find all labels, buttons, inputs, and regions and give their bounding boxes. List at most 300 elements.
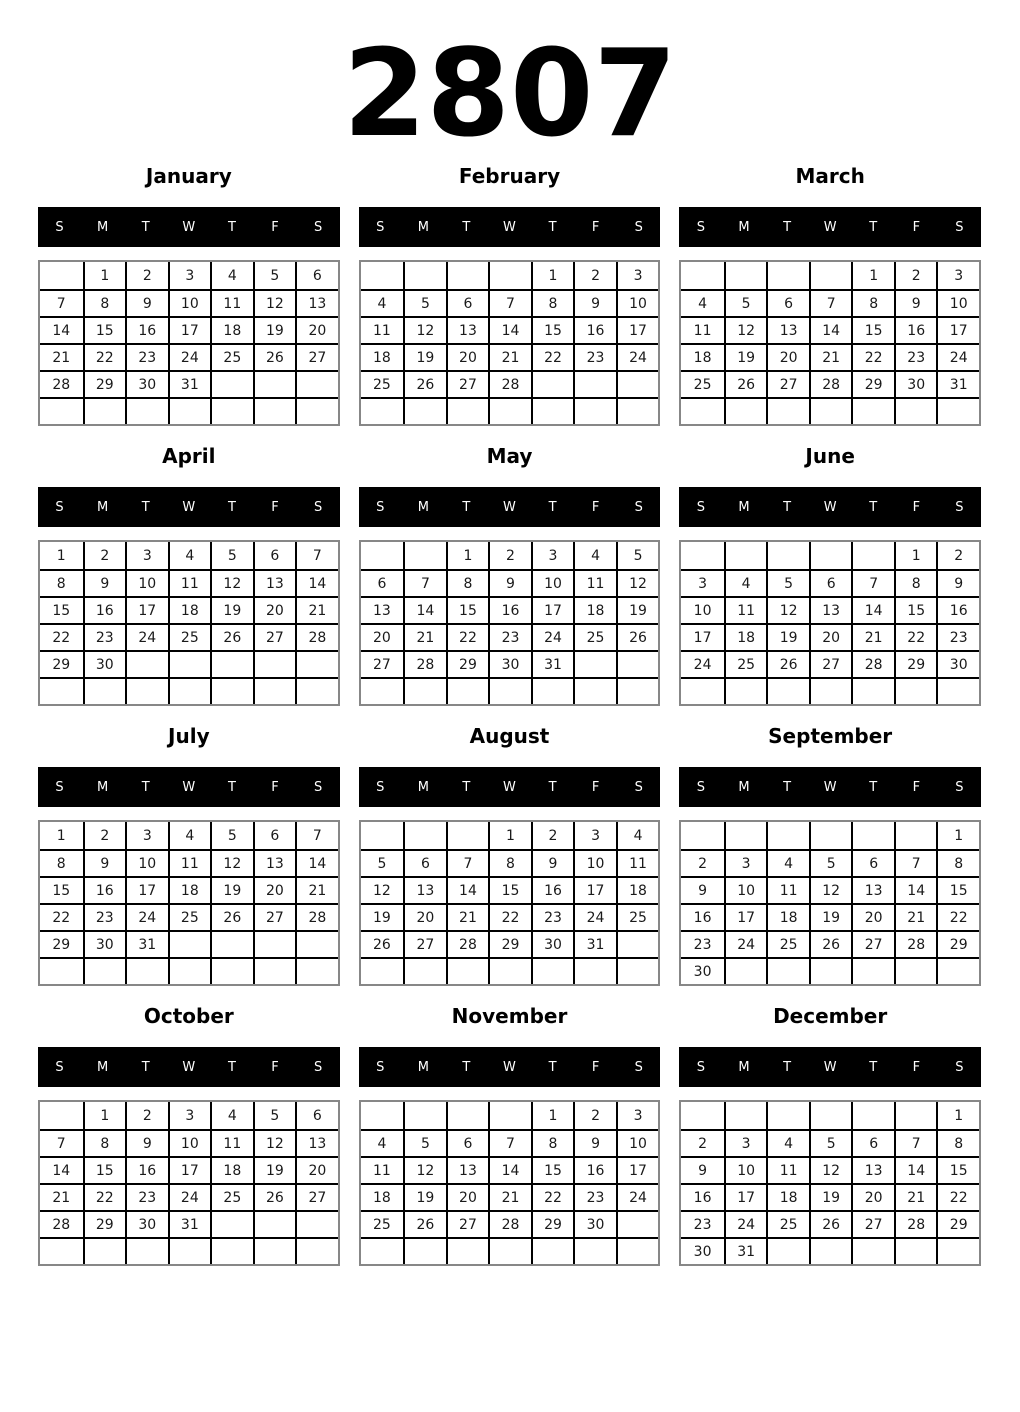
date-cell: 8	[894, 569, 937, 596]
weekday-label: S	[55, 499, 64, 515]
weekday-label: M	[738, 1059, 750, 1075]
empty-date-cell	[531, 1237, 574, 1264]
date-cell: 31	[724, 1237, 767, 1264]
date-cell: 22	[83, 1183, 126, 1210]
date-cell: 29	[40, 930, 83, 957]
date-cell: 27	[253, 903, 296, 930]
month-dates-grid	[359, 820, 661, 986]
months-grid	[0, 150, 1020, 1270]
weekday-label: S	[376, 1059, 385, 1075]
date-cell: 23	[125, 343, 168, 370]
date-cell: 25	[168, 903, 211, 930]
date-cell: 20	[361, 623, 404, 650]
weekday-label: S	[696, 499, 705, 515]
date-cell: 17	[681, 623, 724, 650]
date-cell: 8	[83, 289, 126, 316]
date-cell: 4	[616, 822, 659, 849]
weekday-label: F	[912, 219, 921, 235]
empty-date-cell	[253, 930, 296, 957]
date-cell: 12	[616, 569, 659, 596]
date-cell: 31	[168, 370, 211, 397]
empty-date-cell	[295, 397, 338, 424]
date-cell: 19	[403, 343, 446, 370]
date-cell: 13	[361, 596, 404, 623]
date-cell: 18	[766, 1183, 809, 1210]
date-cell: 18	[210, 1156, 253, 1183]
date-cell: 10	[168, 289, 211, 316]
date-cell: 4	[766, 1129, 809, 1156]
empty-date-cell	[766, 1102, 809, 1129]
weekday-label: W	[823, 779, 837, 795]
date-cell: 9	[83, 849, 126, 876]
empty-date-cell	[403, 677, 446, 704]
date-cell: 20	[446, 1183, 489, 1210]
date-cell: 11	[724, 596, 767, 623]
weekday-header-bar	[679, 487, 981, 527]
empty-date-cell	[83, 677, 126, 704]
empty-date-cell	[894, 822, 937, 849]
month-block	[359, 710, 661, 990]
weekday-label: S	[313, 1059, 323, 1075]
empty-date-cell	[681, 397, 724, 424]
date-cell: 26	[361, 930, 404, 957]
empty-date-cell	[616, 650, 659, 677]
date-cell: 17	[168, 1156, 211, 1183]
date-cell: 22	[531, 343, 574, 370]
date-cell: 5	[210, 822, 253, 849]
date-cell: 25	[681, 370, 724, 397]
date-cell: 13	[446, 316, 489, 343]
date-cell: 4	[766, 849, 809, 876]
date-cell: 12	[210, 849, 253, 876]
date-cell: 4	[210, 262, 253, 289]
date-cell: 6	[403, 849, 446, 876]
empty-date-cell	[83, 957, 126, 984]
weekday-label: T	[227, 219, 236, 235]
date-cell: 17	[125, 876, 168, 903]
date-cell: 11	[573, 569, 616, 596]
date-cell: 11	[361, 316, 404, 343]
empty-date-cell	[253, 1210, 296, 1237]
date-cell: 5	[724, 289, 767, 316]
date-cell: 13	[295, 289, 338, 316]
date-cell: 13	[851, 1156, 894, 1183]
date-cell: 25	[210, 1183, 253, 1210]
date-cell: 3	[168, 1102, 211, 1129]
weekday-label: T	[869, 219, 878, 235]
date-cell: 15	[40, 876, 83, 903]
date-cell: 13	[403, 876, 446, 903]
empty-date-cell	[253, 370, 296, 397]
empty-date-cell	[573, 370, 616, 397]
date-cell: 21	[295, 876, 338, 903]
date-cell: 15	[488, 876, 531, 903]
empty-date-cell	[724, 957, 767, 984]
date-cell: 30	[488, 650, 531, 677]
date-cell: 29	[936, 930, 979, 957]
empty-date-cell	[681, 1102, 724, 1129]
month-title: December	[773, 1004, 888, 1028]
date-cell: 12	[724, 316, 767, 343]
empty-date-cell	[361, 1237, 404, 1264]
weekday-label: M	[417, 219, 429, 235]
empty-date-cell	[40, 262, 83, 289]
weekday-label: S	[55, 1059, 64, 1075]
empty-date-cell	[253, 677, 296, 704]
weekday-label: S	[55, 219, 64, 235]
weekday-label: F	[271, 779, 279, 795]
date-cell: 5	[253, 1102, 296, 1129]
date-cell: 20	[295, 316, 338, 343]
date-cell: 24	[125, 903, 168, 930]
weekday-label: T	[227, 1059, 236, 1075]
empty-date-cell	[210, 650, 253, 677]
date-cell: 9	[573, 1129, 616, 1156]
empty-date-cell	[168, 930, 211, 957]
empty-date-cell	[253, 957, 296, 984]
date-cell: 25	[573, 623, 616, 650]
weekday-header-bar	[679, 767, 981, 807]
weekday-label: F	[591, 1059, 600, 1075]
date-cell: 24	[573, 903, 616, 930]
date-cell: 30	[681, 957, 724, 984]
date-cell: 7	[809, 289, 852, 316]
empty-date-cell	[573, 397, 616, 424]
weekday-label: W	[503, 499, 516, 515]
date-cell: 14	[894, 876, 937, 903]
empty-date-cell	[766, 262, 809, 289]
date-cell: 1	[83, 1102, 126, 1129]
empty-date-cell	[766, 822, 809, 849]
date-cell: 4	[681, 289, 724, 316]
weekday-label: T	[783, 499, 792, 515]
month-dates-grid	[359, 260, 661, 426]
empty-date-cell	[851, 1102, 894, 1129]
date-cell: 2	[681, 1129, 724, 1156]
empty-date-cell	[809, 262, 852, 289]
date-cell: 18	[616, 876, 659, 903]
date-cell: 31	[531, 650, 574, 677]
empty-date-cell	[446, 1102, 489, 1129]
date-cell: 28	[809, 370, 852, 397]
date-cell: 5	[766, 569, 809, 596]
date-cell: 16	[681, 903, 724, 930]
weekday-label: T	[462, 219, 471, 235]
weekday-label: S	[55, 779, 64, 795]
weekday-label: M	[97, 499, 109, 515]
empty-date-cell	[809, 957, 852, 984]
empty-date-cell	[851, 677, 894, 704]
date-cell: 27	[295, 1183, 338, 1210]
empty-date-cell	[724, 262, 767, 289]
date-cell: 1	[531, 1102, 574, 1129]
empty-date-cell	[531, 397, 574, 424]
date-cell: 22	[83, 343, 126, 370]
empty-date-cell	[724, 677, 767, 704]
date-cell: 26	[809, 1210, 852, 1237]
empty-date-cell	[168, 650, 211, 677]
date-cell: 11	[766, 876, 809, 903]
date-cell: 10	[724, 1156, 767, 1183]
weekday-label: S	[313, 779, 323, 795]
weekday-label: F	[271, 1059, 279, 1075]
weekday-label: W	[182, 499, 196, 515]
date-cell: 10	[681, 596, 724, 623]
month-title: January	[145, 164, 232, 188]
date-cell: 8	[936, 849, 979, 876]
date-cell: 12	[809, 876, 852, 903]
empty-date-cell	[851, 542, 894, 569]
empty-date-cell	[809, 677, 852, 704]
weekday-label: M	[97, 219, 109, 235]
date-cell: 2	[125, 1102, 168, 1129]
date-cell: 23	[83, 903, 126, 930]
date-cell: 31	[573, 930, 616, 957]
date-cell: 10	[573, 849, 616, 876]
empty-date-cell	[488, 262, 531, 289]
date-cell: 11	[210, 289, 253, 316]
date-cell: 4	[168, 542, 211, 569]
date-cell: 26	[210, 623, 253, 650]
date-cell: 28	[488, 370, 531, 397]
empty-date-cell	[851, 822, 894, 849]
date-cell: 2	[531, 822, 574, 849]
date-cell: 29	[531, 1210, 574, 1237]
empty-date-cell	[616, 370, 659, 397]
date-cell: 9	[936, 569, 979, 596]
date-cell: 13	[851, 876, 894, 903]
date-cell: 12	[766, 596, 809, 623]
date-cell: 15	[531, 316, 574, 343]
weekday-label: S	[376, 779, 385, 795]
date-cell: 28	[851, 650, 894, 677]
date-cell: 8	[488, 849, 531, 876]
date-cell: 8	[851, 289, 894, 316]
date-cell: 22	[488, 903, 531, 930]
weekday-label: W	[182, 779, 196, 795]
weekday-label: F	[912, 1059, 921, 1075]
empty-date-cell	[403, 542, 446, 569]
date-cell: 12	[403, 1156, 446, 1183]
date-cell: 14	[403, 596, 446, 623]
empty-date-cell	[766, 397, 809, 424]
month-title: August	[469, 724, 550, 748]
date-cell: 14	[446, 876, 489, 903]
date-cell: 23	[488, 623, 531, 650]
date-cell: 5	[809, 1129, 852, 1156]
date-cell: 27	[851, 930, 894, 957]
date-cell: 5	[616, 542, 659, 569]
empty-date-cell	[361, 262, 404, 289]
weekday-label: T	[141, 499, 150, 515]
date-cell: 23	[894, 343, 937, 370]
empty-date-cell	[681, 677, 724, 704]
date-cell: 3	[616, 1102, 659, 1129]
empty-date-cell	[168, 957, 211, 984]
date-cell: 21	[851, 623, 894, 650]
empty-date-cell	[936, 1237, 979, 1264]
empty-date-cell	[766, 677, 809, 704]
weekday-label: T	[227, 779, 236, 795]
date-cell: 19	[403, 1183, 446, 1210]
date-cell: 22	[40, 623, 83, 650]
weekday-label: F	[912, 499, 921, 515]
date-cell: 25	[766, 930, 809, 957]
date-cell: 15	[894, 596, 937, 623]
date-cell: 5	[210, 542, 253, 569]
month-dates-grid	[38, 260, 340, 426]
date-cell: 27	[446, 1210, 489, 1237]
empty-date-cell	[531, 677, 574, 704]
date-cell: 31	[936, 370, 979, 397]
date-cell: 17	[616, 1156, 659, 1183]
empty-date-cell	[295, 930, 338, 957]
empty-date-cell	[125, 957, 168, 984]
date-cell: 11	[681, 316, 724, 343]
date-cell: 9	[573, 289, 616, 316]
weekday-label: T	[462, 499, 471, 515]
date-cell: 21	[295, 596, 338, 623]
month-title: September	[768, 724, 893, 748]
empty-date-cell	[295, 677, 338, 704]
date-cell: 27	[809, 650, 852, 677]
date-cell: 6	[295, 262, 338, 289]
date-cell: 19	[809, 903, 852, 930]
date-cell: 19	[210, 596, 253, 623]
weekday-label: S	[634, 499, 643, 515]
empty-date-cell	[40, 1102, 83, 1129]
date-cell: 16	[681, 1183, 724, 1210]
date-cell: 10	[125, 849, 168, 876]
date-cell: 22	[851, 343, 894, 370]
weekday-label: S	[696, 219, 705, 235]
date-cell: 26	[403, 370, 446, 397]
empty-date-cell	[40, 1237, 83, 1264]
empty-date-cell	[210, 957, 253, 984]
date-cell: 19	[253, 1156, 296, 1183]
date-cell: 9	[681, 1156, 724, 1183]
date-cell: 3	[724, 1129, 767, 1156]
date-cell: 1	[894, 542, 937, 569]
date-cell: 10	[125, 569, 168, 596]
empty-date-cell	[616, 930, 659, 957]
empty-date-cell	[936, 957, 979, 984]
date-cell: 28	[403, 650, 446, 677]
date-cell: 11	[168, 569, 211, 596]
date-cell: 8	[446, 569, 489, 596]
empty-date-cell	[210, 930, 253, 957]
weekday-label: W	[823, 219, 837, 235]
date-cell: 2	[83, 822, 126, 849]
date-cell: 7	[894, 1129, 937, 1156]
date-cell: 6	[253, 542, 296, 569]
date-cell: 2	[894, 262, 937, 289]
date-cell: 4	[361, 1129, 404, 1156]
empty-date-cell	[766, 542, 809, 569]
date-cell: 16	[125, 1156, 168, 1183]
weekday-label: F	[271, 499, 279, 515]
date-cell: 3	[125, 542, 168, 569]
date-cell: 16	[531, 876, 574, 903]
date-cell: 17	[125, 596, 168, 623]
date-cell: 9	[125, 1129, 168, 1156]
date-cell: 28	[894, 1210, 937, 1237]
empty-date-cell	[295, 957, 338, 984]
weekday-label: W	[823, 499, 837, 515]
date-cell: 14	[488, 316, 531, 343]
date-cell: 17	[573, 876, 616, 903]
date-cell: 9	[894, 289, 937, 316]
weekday-label: M	[417, 1059, 429, 1075]
date-cell: 1	[851, 262, 894, 289]
date-cell: 7	[894, 849, 937, 876]
date-cell: 9	[488, 569, 531, 596]
empty-date-cell	[295, 650, 338, 677]
empty-date-cell	[809, 542, 852, 569]
month-block	[679, 150, 981, 430]
date-cell: 21	[488, 1183, 531, 1210]
empty-date-cell	[616, 677, 659, 704]
date-cell: 15	[83, 316, 126, 343]
date-cell: 2	[125, 262, 168, 289]
date-cell: 27	[446, 370, 489, 397]
month-title: November	[451, 1004, 568, 1028]
empty-date-cell	[573, 957, 616, 984]
empty-date-cell	[40, 677, 83, 704]
weekday-label: S	[634, 219, 643, 235]
date-cell: 30	[125, 370, 168, 397]
weekday-label: W	[503, 779, 516, 795]
empty-date-cell	[446, 677, 489, 704]
date-cell: 12	[210, 569, 253, 596]
weekday-label: T	[141, 219, 150, 235]
date-cell: 6	[295, 1102, 338, 1129]
date-cell: 27	[766, 370, 809, 397]
empty-date-cell	[83, 1237, 126, 1264]
empty-date-cell	[573, 650, 616, 677]
date-cell: 25	[724, 650, 767, 677]
date-cell: 22	[531, 1183, 574, 1210]
date-cell: 10	[936, 289, 979, 316]
weekday-label: S	[955, 219, 964, 235]
empty-date-cell	[253, 650, 296, 677]
month-title: July	[168, 724, 210, 748]
date-cell: 20	[809, 623, 852, 650]
date-cell: 19	[724, 343, 767, 370]
empty-date-cell	[40, 397, 83, 424]
date-cell: 22	[446, 623, 489, 650]
weekday-label: T	[548, 779, 557, 795]
weekday-label: T	[462, 779, 471, 795]
empty-date-cell	[168, 1237, 211, 1264]
empty-date-cell	[531, 370, 574, 397]
date-cell: 16	[83, 876, 126, 903]
date-cell: 1	[446, 542, 489, 569]
weekday-header-bar	[359, 487, 661, 527]
date-cell: 25	[766, 1210, 809, 1237]
date-cell: 15	[531, 1156, 574, 1183]
month-title: May	[486, 444, 533, 468]
weekday-header-bar	[359, 767, 661, 807]
date-cell: 28	[295, 623, 338, 650]
empty-date-cell	[851, 957, 894, 984]
date-cell: 4	[361, 289, 404, 316]
date-cell: 20	[851, 1183, 894, 1210]
date-cell: 22	[936, 1183, 979, 1210]
date-cell: 20	[253, 876, 296, 903]
empty-date-cell	[40, 957, 83, 984]
date-cell: 24	[531, 623, 574, 650]
